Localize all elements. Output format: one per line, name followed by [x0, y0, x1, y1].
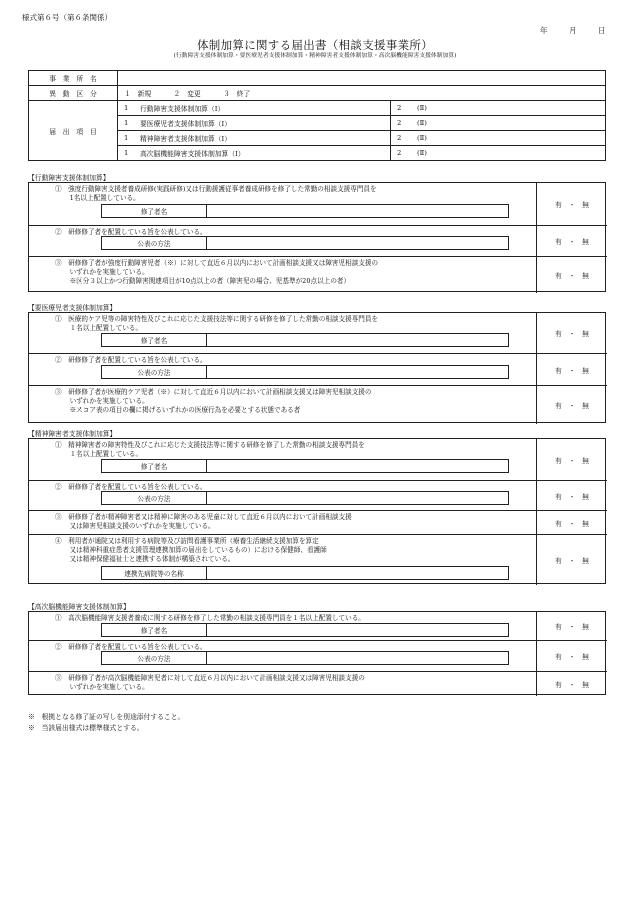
requirement-text: ① 精神障害者の障害特性及びこれに応じた支援技法等に関する研修を修了した常勤の相談支援専門員を: [55, 441, 365, 449]
item-name[interactable]: 高次脳機能障害支援体制加算（Ⅰ）: [134, 146, 391, 161]
requirement-text: ② 研修修了者を配置している旨を公表している。: [55, 356, 207, 364]
checklist-row: [29, 535, 607, 585]
requirement-text: １名以上配置している。: [63, 450, 143, 458]
yes-no-selector[interactable]: 有 ・ 無: [536, 641, 607, 671]
detail-field[interactable]: [101, 333, 509, 347]
detail-field-label: 連携先病院等の名称: [102, 567, 207, 579]
requirement-text: いずれかを実施している。: [63, 397, 149, 405]
section-box: [28, 312, 606, 423]
checklist-row: [29, 386, 607, 424]
requirement-text: いずれかを実施している。: [63, 683, 149, 691]
section-title: 【精神障害者支援体制加算】: [28, 430, 117, 438]
detail-field[interactable]: [101, 204, 509, 218]
requirement-text: 又は精神保健福祉士と連携する体制が構築されている。: [63, 555, 235, 563]
item-name[interactable]: 精神障害者支援体制加算（Ⅰ）: [134, 131, 391, 146]
checklist-row: [29, 183, 607, 226]
checklist-row: [29, 511, 607, 535]
requirement-text: １名以上配置している。: [63, 324, 143, 332]
checklist-row: [29, 439, 607, 481]
requirement-text: 又は障害児相談支援のいずれかを実施している。: [63, 522, 215, 530]
section-title: 【要医療児者支援体制加算】: [28, 304, 117, 312]
item-num2: 2: [391, 116, 412, 131]
requirement-text: ③ 研修修了者が精神障害者又は精神に障害のある児童に対して直近６月以内において計画相談支援: [55, 513, 352, 521]
yes-no-selector[interactable]: 有 ・ 無: [536, 257, 607, 293]
requirement-text: ① 高次脳機能障害支援者養成に関する研修を修了した常勤の相談支援専門員を１名以上配置している。: [55, 614, 365, 622]
detail-field[interactable]: [101, 365, 509, 379]
detail-field-label: 修了者名: [102, 205, 207, 217]
checklist-row: [29, 672, 607, 696]
yes-no-selector[interactable]: 有 ・ 無: [536, 535, 607, 585]
change-option-new[interactable]: １ 新規: [124, 90, 152, 98]
requirement-text: 1名以上配置している。: [63, 194, 140, 202]
detail-field-label: 修了者名: [102, 624, 207, 636]
detail-field-label: 修了者名: [102, 334, 207, 346]
yes-no-selector[interactable]: 有 ・ 無: [536, 183, 607, 225]
change-option-change[interactable]: ２ 変更: [173, 90, 201, 98]
section-box: [28, 438, 606, 584]
yes-no-selector[interactable]: 有 ・ 無: [536, 439, 607, 480]
item-num2: 2: [391, 146, 412, 161]
yes-no-selector[interactable]: 有 ・ 無: [536, 386, 607, 424]
detail-field[interactable]: [101, 566, 509, 580]
date-year: 年: [540, 26, 548, 35]
item-option[interactable]: (Ⅱ): [411, 116, 606, 131]
checklist-row: [29, 641, 607, 672]
item-num2: 2: [391, 101, 412, 116]
item-name[interactable]: 行動障害支援体制加算（Ⅰ）: [134, 101, 391, 116]
change-option-end[interactable]: ３ 終了: [223, 90, 251, 98]
date-month: 月: [569, 26, 577, 35]
requirement-text: ③ 研修修了者が高次脳機能障害児者に対して直近６月以内において計画相談支援又は障害児相談支援の: [55, 674, 365, 682]
section-title: 【行動障害支援体制加算】: [28, 174, 110, 182]
requirement-text: ④ 利用者が通院又は利用する病院等及び訪問看護事業所（療養生活継続支援加算を算定: [55, 537, 319, 545]
items-label: 届 出 項 目: [29, 101, 118, 161]
detail-field-label: 公表の方法: [102, 366, 207, 378]
requirement-text: ① 医療的ケア児等の障害特性及びこれに応じた支援技法等に関する研修を修了した常勤の相談支援専門員を: [55, 315, 379, 323]
detail-field[interactable]: [101, 236, 509, 250]
requirement-text: ③ 研修修了者が強度行動障害児者（※）に対して直近６月以内において計画相談支援又は障害児相談支援の: [55, 259, 379, 267]
page-title: 体制加算に関する届出書（相談支援事業所）: [197, 38, 433, 52]
yes-no-selector[interactable]: 有 ・ 無: [536, 226, 607, 256]
item-option[interactable]: (Ⅱ): [411, 101, 606, 116]
detail-field[interactable]: [101, 491, 509, 505]
yes-no-selector[interactable]: 有 ・ 無: [536, 481, 607, 510]
section-title: 【高次脳機能障害支援体制加算】: [28, 603, 130, 611]
yes-no-selector[interactable]: 有 ・ 無: [536, 672, 607, 696]
yes-no-selector[interactable]: 有 ・ 無: [536, 511, 607, 534]
checklist-row: [29, 481, 607, 511]
detail-field-label: 公表の方法: [102, 492, 207, 504]
checklist-row: [29, 257, 607, 293]
detail-field-label: 公表の方法: [102, 652, 207, 664]
office-name-field[interactable]: [118, 71, 606, 86]
note-item: ※ 当該届出様式は標準様式とする。: [28, 723, 144, 732]
notes: [28, 712, 184, 733]
yes-no-selector[interactable]: 有 ・ 無: [536, 612, 607, 640]
office-name-label: 事 業 所 名: [29, 71, 118, 86]
item-num: 1: [118, 131, 135, 146]
item-option[interactable]: (Ⅱ): [411, 146, 606, 161]
detail-field[interactable]: [101, 651, 509, 665]
note-item: ※ 根拠となる修了証の写しを別途添付すること。: [28, 713, 185, 721]
requirement-text: ※スコア表の項目の欄に掲げるいずれかの医療行為を必要とする状態である者: [63, 406, 301, 414]
item-num2: 2: [391, 131, 412, 146]
requirement-text: ① 強度行動障害支援者養成研修(実践研修)又は行動援護従事者養成研修を修了した常勤の相談支援専門員を: [55, 185, 377, 193]
form-number: 様式第６号（第６条関係）: [22, 13, 112, 22]
checklist-row: [29, 612, 607, 641]
requirement-text: いずれかを実施している。: [63, 268, 149, 276]
change-type-options[interactable]: [118, 86, 606, 101]
checklist-row: [29, 313, 607, 354]
page-subtitle: (行動障害支援体制加算・要医療児者支援体制加算・精神障害者支援体制加算・高次脳機能障害支援体制加算): [173, 53, 457, 59]
header-table: [28, 70, 606, 161]
yes-no-selector[interactable]: 有 ・ 無: [536, 313, 607, 353]
change-type-label: 異 動 区 分: [29, 86, 118, 101]
detail-field-label: 公表の方法: [102, 237, 207, 249]
detail-field[interactable]: [101, 459, 509, 473]
requirement-text: 又は精神科重症患者支援管理連携加算の届出をしているもの）における保健師、看護師: [63, 546, 327, 554]
yes-no-selector[interactable]: 有 ・ 無: [536, 354, 607, 385]
detail-field-label: 修了者名: [102, 460, 207, 472]
date-day: 日: [598, 26, 606, 35]
requirement-text: ② 研修修了者を配置している旨を公表している。: [55, 643, 207, 651]
item-num: 1: [118, 146, 135, 161]
item-option[interactable]: (Ⅱ): [411, 131, 606, 146]
section-box: [28, 182, 606, 292]
section-box: [28, 611, 606, 695]
checklist-row: [29, 226, 607, 257]
item-num: 1: [118, 116, 135, 131]
checklist-row: [29, 354, 607, 386]
detail-field[interactable]: [101, 623, 509, 637]
item-num: 1: [118, 101, 135, 116]
requirement-text: ③ 研修修了者が医療的ケア児者（※）に対して直近６月以内において計画相談支援又は障害児相談支援の: [55, 388, 372, 396]
requirement-text: ※区分３以上かつ行動障害関連項目が10点以上の者（障害児の場合、児基準が20点以上の者）: [63, 277, 351, 285]
requirement-text: ② 研修修了者を配置している旨を公表している。: [55, 228, 207, 236]
requirement-text: ② 研修修了者を配置している旨を公表している。: [55, 483, 207, 491]
item-name[interactable]: 要医療児者支援体制加算（Ⅰ）: [134, 116, 391, 131]
